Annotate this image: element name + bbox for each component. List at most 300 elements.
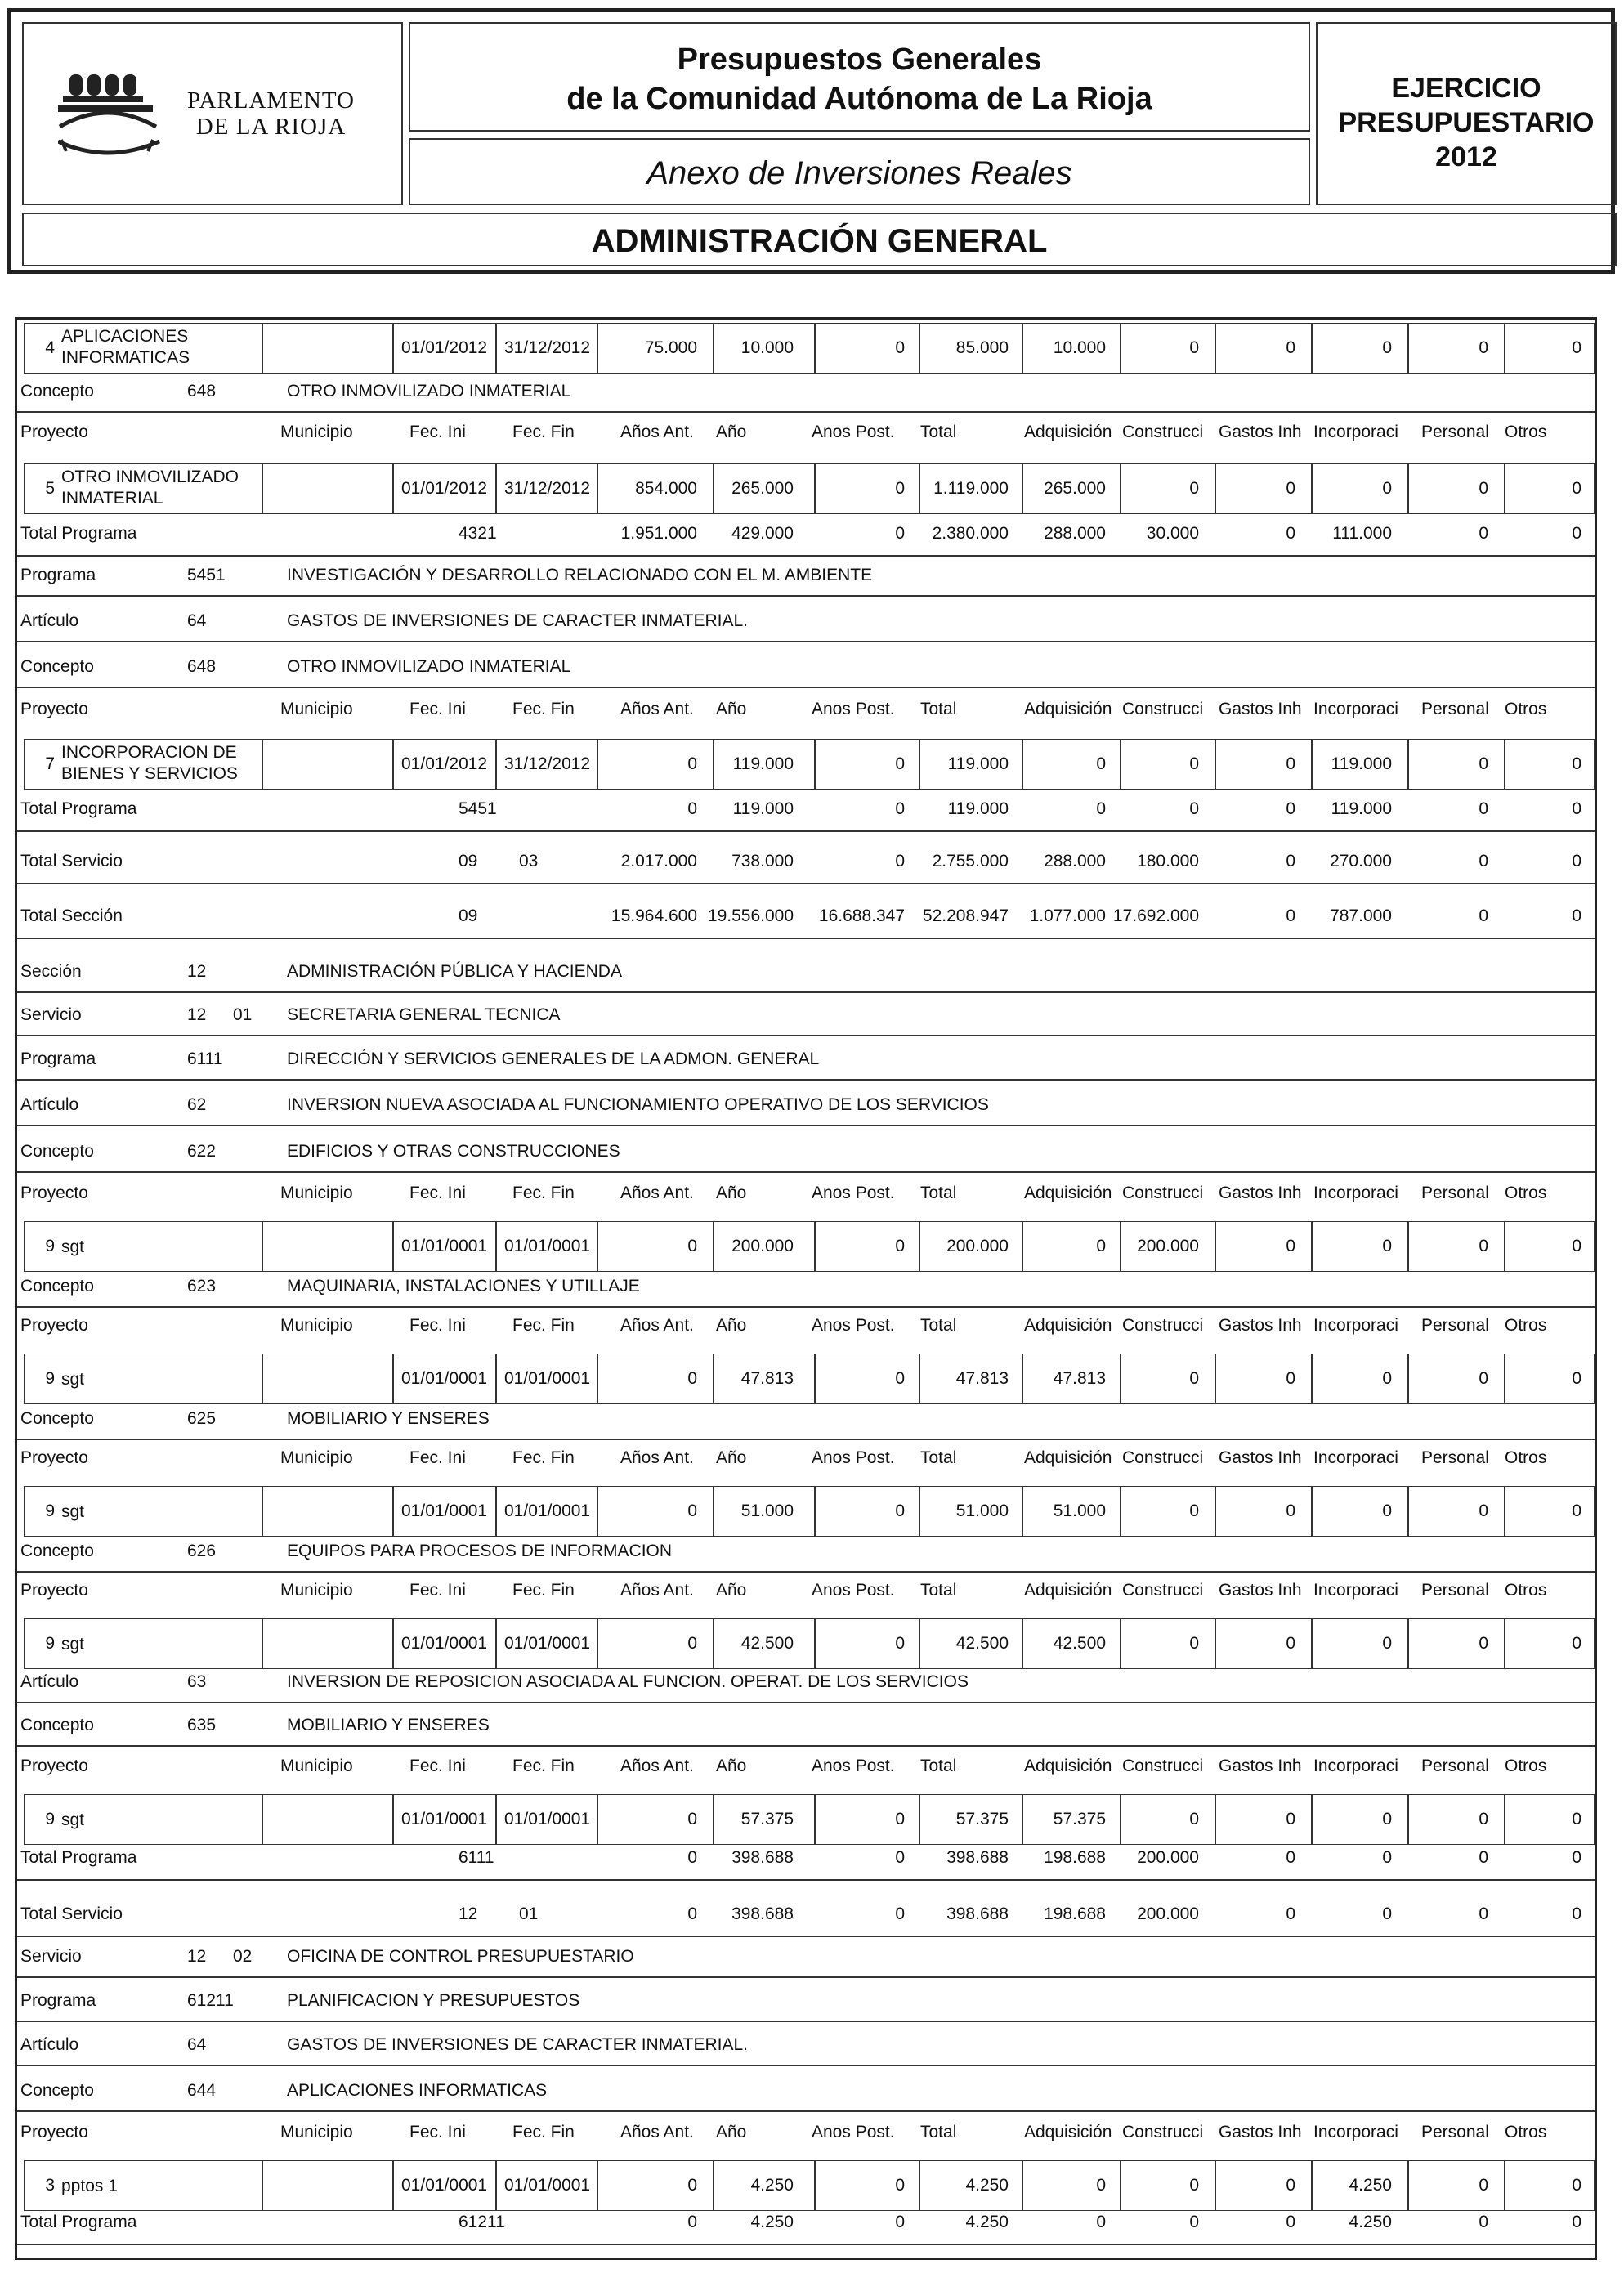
- column-header: Municipio: [280, 700, 353, 718]
- level-subcode: 02: [233, 1947, 253, 1966]
- table-cell: [1312, 1794, 1408, 1845]
- title-box: [409, 22, 1310, 132]
- row-divider: [17, 1035, 1595, 1036]
- amount-cell: 0: [895, 754, 905, 773]
- level-label: Sección: [20, 962, 82, 981]
- amount-cell: 10.000: [1053, 338, 1106, 357]
- row-divider: [17, 2021, 1595, 2022]
- column-header: Municipio: [280, 1316, 353, 1335]
- column-header: Fec. Fin: [512, 1184, 575, 1202]
- total-amount: 198.688: [1044, 1904, 1106, 1923]
- total-amount: 17.692.000: [1112, 906, 1199, 925]
- total-amount: 0: [1479, 2213, 1488, 2231]
- column-header: Proyecto: [20, 1757, 88, 1775]
- project-number: 9: [45, 1501, 55, 1520]
- total-amount: 30.000: [1146, 524, 1199, 543]
- level-description: GASTOS DE INVERSIONES DE CARACTER INMATERIAL.: [287, 611, 748, 630]
- level-label: Concepto: [20, 1542, 94, 1560]
- column-header: Personal: [1421, 1184, 1489, 1202]
- column-header: Construcci: [1122, 1184, 1204, 1202]
- table-cell: [1215, 2160, 1312, 2211]
- row-divider: [17, 595, 1595, 597]
- total-label: Total Programa: [20, 799, 137, 818]
- hierarchy-row: [17, 1135, 1595, 1168]
- year-line1: EJERCICIO: [1391, 73, 1541, 104]
- level-description: SECRETARIA GENERAL TECNICA: [287, 1005, 561, 1024]
- column-header: Construcci: [1122, 423, 1204, 441]
- column-header: Gastos Inh: [1219, 423, 1302, 441]
- level-label: Concepto: [20, 1277, 94, 1296]
- amount-cell: 0: [1572, 1501, 1581, 1520]
- parliament-line1: PARLAMENTO: [187, 87, 355, 114]
- total-code: 09: [459, 906, 478, 925]
- level-code: 626: [187, 1542, 217, 1560]
- project-row: [17, 1220, 1595, 1273]
- column-header: Gastos Inh: [1219, 1316, 1302, 1335]
- total-row: [17, 793, 1595, 826]
- column-header: Gastos Inh: [1219, 1184, 1302, 1202]
- total-amount: 52.208.947: [922, 906, 1009, 925]
- column-header: Gastos Inh: [1219, 2123, 1302, 2141]
- total-amount: 0: [1479, 906, 1488, 925]
- column-header: Fec. Fin: [512, 1581, 575, 1600]
- total-amount: 0: [687, 799, 697, 818]
- total-amount: 0: [895, 799, 905, 818]
- start-date: 01/01/0001: [401, 1501, 488, 1520]
- amount-cell: 0: [1096, 754, 1106, 773]
- table-cell: [1215, 1618, 1312, 1669]
- project-row: [17, 2159, 1595, 2213]
- project-row: [17, 1792, 1595, 1846]
- amount-cell: 4.250: [965, 2176, 1009, 2195]
- column-header: Fec. Ini: [409, 1757, 466, 1775]
- column-header: Construcci: [1122, 1757, 1204, 1775]
- table-cell: [262, 323, 393, 374]
- column-header: Total: [920, 1448, 957, 1467]
- total-amount: 4.250: [750, 2213, 794, 2231]
- table-cell: [1215, 1486, 1312, 1537]
- total-amount: 4.250: [1349, 2213, 1392, 2231]
- total-amount: 119.000: [947, 799, 1009, 818]
- level-description: OTRO INMOVILIZADO INMATERIAL: [287, 657, 571, 676]
- level-label: Artículo: [20, 611, 79, 630]
- total-code: 5451: [459, 799, 497, 818]
- level-code: 12: [187, 1947, 207, 1966]
- table-cell: [1215, 323, 1312, 374]
- amount-cell: 265.000: [731, 479, 794, 498]
- project-row: [17, 1617, 1595, 1671]
- column-header: Proyecto: [20, 423, 88, 441]
- total-amount: 288.000: [1044, 524, 1106, 543]
- column-header: Fec. Ini: [409, 700, 466, 718]
- column-header: Construcci: [1122, 1448, 1204, 1467]
- amount-cell: 0: [1479, 1810, 1488, 1828]
- column-header-row: [17, 414, 1595, 450]
- row-divider: [17, 687, 1595, 688]
- amount-cell: 0: [1189, 1810, 1199, 1828]
- table-cell: [1215, 1221, 1312, 1272]
- table-cell: [1022, 1221, 1121, 1272]
- amount-cell: 42.500: [740, 1634, 794, 1653]
- year-line3: 2012: [1435, 141, 1497, 172]
- amount-cell: 57.375: [1053, 1810, 1106, 1828]
- total-amount: 0: [1286, 1848, 1295, 1867]
- project-number: 9: [45, 1369, 55, 1388]
- level-description: GASTOS DE INVERSIONES DE CARACTER INMATERIAL.: [287, 2035, 748, 2054]
- amount-cell: 0: [1572, 479, 1581, 498]
- level-code: 61211: [187, 1991, 234, 2010]
- total-row: [17, 1842, 1595, 1874]
- amount-cell: 1.119.000: [933, 479, 1009, 498]
- total-amount: 0: [1286, 852, 1295, 870]
- column-header: Personal: [1421, 1316, 1489, 1335]
- amount-cell: 0: [1479, 754, 1488, 773]
- total-subcode: 01: [519, 1904, 539, 1923]
- amount-cell: 10.000: [740, 338, 794, 357]
- project-name: sgt: [61, 1370, 85, 1389]
- level-code: 623: [187, 1277, 217, 1296]
- table-cell: [1121, 1486, 1215, 1537]
- end-date: 01/01/0001: [504, 1810, 591, 1828]
- column-header: Otros: [1505, 2123, 1547, 2141]
- level-description: MOBILIARIO Y ENSERES: [287, 1716, 490, 1734]
- column-header: Otros: [1505, 700, 1547, 718]
- table-cell: [1121, 1794, 1215, 1845]
- column-header: Anos Post.: [812, 2123, 895, 2141]
- amount-cell: 51.000: [1053, 1501, 1106, 1520]
- column-header: Año: [716, 1757, 747, 1775]
- column-header: Adquisición: [1024, 1581, 1112, 1600]
- amount-cell: 47.813: [1053, 1369, 1106, 1388]
- column-header: Construcci: [1122, 2123, 1204, 2141]
- column-header: Anos Post.: [812, 1316, 895, 1335]
- total-amount: 270.000: [1330, 852, 1392, 870]
- amount-cell: 0: [1479, 1237, 1488, 1255]
- row-divider: [17, 938, 1595, 939]
- column-header: Otros: [1505, 1757, 1547, 1775]
- level-label: Programa: [20, 1991, 96, 2010]
- table-cell: [1408, 1486, 1505, 1537]
- column-header-row: [17, 1440, 1595, 1476]
- column-header: Total: [920, 1581, 957, 1600]
- amount-cell: 0: [1189, 479, 1199, 498]
- row-divider: [17, 1702, 1595, 1703]
- amount-cell: 57.375: [955, 1810, 1009, 1828]
- amount-cell: 0: [687, 1634, 697, 1653]
- amount-cell: 200.000: [731, 1237, 794, 1255]
- total-label: Total Programa: [20, 524, 137, 543]
- amount-cell: 0: [1286, 1634, 1295, 1653]
- column-header: Construcci: [1122, 1581, 1204, 1600]
- table-cell: [262, 1486, 393, 1537]
- amount-cell: 0: [687, 1501, 697, 1520]
- amount-cell: 0: [1479, 1501, 1488, 1520]
- total-amount: 0: [1572, 852, 1581, 870]
- table-cell: [1312, 1354, 1408, 1404]
- level-label: Programa: [20, 566, 96, 584]
- column-header: Años Ant.: [620, 1581, 694, 1600]
- amount-cell: 0: [1096, 2176, 1106, 2195]
- table-cell: [1121, 1354, 1215, 1404]
- amount-cell: 0: [1189, 754, 1199, 773]
- column-header: Personal: [1421, 1448, 1489, 1467]
- amount-cell: 0: [687, 754, 697, 773]
- column-header: Fec. Ini: [409, 1316, 466, 1335]
- column-header-row: [17, 1573, 1595, 1609]
- total-amount: 0: [1479, 1848, 1488, 1867]
- amount-cell: 0: [687, 1810, 697, 1828]
- column-header: Anos Post.: [812, 1448, 895, 1467]
- total-amount: 15.964.600: [611, 906, 697, 925]
- total-amount: 0: [895, 524, 905, 543]
- column-header: Otros: [1505, 1184, 1547, 1202]
- amount-cell: 0: [895, 479, 905, 498]
- investment-table: [15, 317, 1597, 2260]
- total-row: [17, 1898, 1595, 1931]
- project-name: APLICACIONES INFORMATICAS: [61, 327, 190, 367]
- project-row: [17, 1484, 1595, 1538]
- table-cell: [1022, 739, 1121, 790]
- amount-cell: 0: [895, 2176, 905, 2195]
- level-description: MAQUINARIA, INSTALACIONES Y UTILLAJE: [287, 1277, 640, 1296]
- column-header: Proyecto: [20, 700, 88, 718]
- column-header: Incorporaci: [1313, 2123, 1398, 2141]
- table-cell: [1408, 2160, 1505, 2211]
- total-amount: 119.000: [732, 799, 794, 818]
- amount-cell: 0: [1286, 1810, 1295, 1828]
- project-number: 5: [45, 479, 55, 498]
- level-code: 635: [187, 1716, 217, 1734]
- hierarchy-row: [17, 605, 1595, 638]
- level-code: 12: [187, 1005, 207, 1024]
- column-header: Fec. Fin: [512, 700, 575, 718]
- column-header: Total: [920, 700, 957, 718]
- column-header: Años Ant.: [620, 700, 694, 718]
- column-header: Total: [920, 1184, 957, 1202]
- hierarchy-row: [17, 1940, 1595, 1973]
- level-label: Concepto: [20, 657, 94, 676]
- column-header: Año: [716, 1184, 747, 1202]
- column-header: Anos Post.: [812, 423, 895, 441]
- column-header: Años Ant.: [620, 2123, 694, 2141]
- total-row: [17, 517, 1595, 550]
- end-date: 31/12/2012: [504, 754, 591, 773]
- total-amount: 738.000: [731, 852, 794, 870]
- row-divider: [17, 2244, 1595, 2245]
- amount-cell: 0: [687, 1237, 697, 1255]
- table-cell: [1408, 1618, 1505, 1669]
- row-divider: [17, 1745, 1595, 1747]
- level-label: Programa: [20, 1049, 96, 1068]
- column-header: Construcci: [1122, 1316, 1204, 1335]
- column-header: Municipio: [280, 1757, 353, 1775]
- total-amount: 19.556.000: [707, 906, 794, 925]
- total-amount: 0: [1572, 1848, 1581, 1867]
- parliament-logo-icon: [58, 66, 181, 164]
- column-header: Año: [716, 700, 747, 718]
- level-description: MOBILIARIO Y ENSERES: [287, 1409, 490, 1428]
- column-header: Municipio: [280, 1184, 353, 1202]
- level-code: 625: [187, 1409, 217, 1428]
- level-label: Artículo: [20, 1095, 79, 1114]
- total-row: [17, 900, 1595, 933]
- column-header: Fec. Ini: [409, 2123, 466, 2141]
- row-divider: [17, 883, 1595, 884]
- column-header: Gastos Inh: [1219, 1448, 1302, 1467]
- total-amount: 398.688: [731, 1904, 794, 1923]
- section-title: ADMINISTRACIÓN GENERAL: [22, 213, 1617, 266]
- hierarchy-row: [17, 375, 1595, 408]
- column-header: Municipio: [280, 1581, 353, 1600]
- total-label: Total Servicio: [20, 1904, 123, 1923]
- hierarchy-row: [17, 2029, 1595, 2061]
- amount-cell: 0: [1572, 1369, 1581, 1388]
- project-name: sgt: [61, 1502, 85, 1521]
- column-header: Año: [716, 1581, 747, 1600]
- title-line1: Presupuestos Generales: [677, 43, 1042, 77]
- project-name: sgt: [61, 1810, 85, 1829]
- total-amount: 0: [1572, 2213, 1581, 2231]
- table-cell: [1121, 739, 1215, 790]
- amount-cell: 0: [687, 2176, 697, 2195]
- hierarchy-row: [17, 1666, 1595, 1698]
- amount-cell: 0: [1286, 1501, 1295, 1520]
- row-divider: [17, 830, 1595, 832]
- total-amount: 16.688.347: [818, 906, 905, 925]
- column-header: Fec. Fin: [512, 1316, 575, 1335]
- amount-cell: 0: [1382, 1237, 1392, 1255]
- total-label: Total Programa: [20, 1848, 137, 1867]
- end-date: 01/01/0001: [504, 1369, 591, 1388]
- project-number: 3: [45, 2176, 55, 2195]
- total-amount: 429.000: [731, 524, 794, 543]
- total-amount: 0: [687, 1904, 697, 1923]
- column-header: Año: [716, 1316, 747, 1335]
- amount-cell: 265.000: [1044, 479, 1106, 498]
- column-header: Adquisición: [1024, 1316, 1112, 1335]
- column-header-row: [17, 691, 1595, 727]
- column-header: Personal: [1421, 1757, 1489, 1775]
- row-divider: [17, 2065, 1595, 2066]
- column-header: Incorporaci: [1313, 1184, 1398, 1202]
- column-header: Proyecto: [20, 1448, 88, 1467]
- start-date: 01/01/0001: [401, 1810, 488, 1828]
- end-date: 01/01/0001: [504, 1634, 591, 1653]
- table-cell: [262, 1221, 393, 1272]
- page-header: [7, 8, 1615, 274]
- total-amount: 398.688: [946, 1848, 1009, 1867]
- column-header: Adquisición: [1024, 1448, 1112, 1467]
- start-date: 01/01/2012: [401, 754, 488, 773]
- column-header: Municipio: [280, 423, 353, 441]
- amount-cell: 0: [1286, 754, 1295, 773]
- amount-cell: 200.000: [946, 1237, 1009, 1255]
- table-cell: [1312, 463, 1408, 514]
- total-amount: 198.688: [1044, 1848, 1106, 1867]
- amount-cell: 0: [1382, 1369, 1392, 1388]
- total-amount: 0: [1286, 799, 1295, 818]
- parliament-name: [187, 87, 355, 140]
- column-header: Incorporaci: [1313, 700, 1398, 718]
- amount-cell: 42.500: [955, 1634, 1009, 1653]
- total-row: [17, 2206, 1595, 2239]
- hierarchy-row: [17, 999, 1595, 1032]
- level-label: Concepto: [20, 1716, 94, 1734]
- amount-cell: 0: [1286, 2176, 1295, 2195]
- level-code: 622: [187, 1142, 217, 1161]
- start-date: 01/01/0001: [401, 2176, 488, 2195]
- total-amount: 0: [1286, 2213, 1295, 2231]
- project-number: 9: [45, 1634, 55, 1653]
- table-cell: [262, 739, 393, 790]
- level-description: APLICACIONES INFORMATICAS: [287, 2081, 548, 2100]
- level-code: 5451: [187, 566, 226, 584]
- level-label: Artículo: [20, 2035, 79, 2054]
- column-header: Años Ant.: [620, 1448, 694, 1467]
- row-divider: [17, 1879, 1595, 1881]
- column-header: Fec. Ini: [409, 1448, 466, 1467]
- table-cell: [262, 1618, 393, 1669]
- row-divider: [17, 1171, 1595, 1173]
- column-header: Fec. Ini: [409, 423, 466, 441]
- column-header: Anos Post.: [812, 1757, 895, 1775]
- total-amount: 0: [687, 1848, 697, 1867]
- start-date: 01/01/0001: [401, 1369, 488, 1388]
- amount-cell: 0: [895, 338, 905, 357]
- amount-cell: 0: [1572, 754, 1581, 773]
- total-label: Total Sección: [20, 906, 123, 925]
- project-name: sgt: [61, 1635, 85, 1654]
- table-cell: [1121, 323, 1215, 374]
- table-cell: [1408, 1221, 1505, 1272]
- total-amount: 0: [1189, 2213, 1199, 2231]
- amount-cell: 85.000: [955, 338, 1009, 357]
- project-row: [17, 1352, 1595, 1406]
- level-subcode: 01: [233, 1005, 253, 1024]
- total-amount: 0: [1479, 799, 1488, 818]
- hierarchy-row: [17, 651, 1595, 683]
- total-amount: 2.380.000: [932, 524, 1009, 543]
- amount-cell: 0: [1572, 2176, 1581, 2195]
- column-header: Personal: [1421, 700, 1489, 718]
- column-header: Incorporaci: [1313, 1757, 1398, 1775]
- total-amount: 0: [1572, 524, 1581, 543]
- total-amount: 0: [1096, 799, 1106, 818]
- amount-cell: 0: [1572, 1810, 1581, 1828]
- amount-cell: 0: [1189, 338, 1199, 357]
- total-amount: 1.951.000: [620, 524, 697, 543]
- level-description: INVERSION DE REPOSICION ASOCIADA AL FUNCION. OPERAT. DE LOS SERVICIOS: [287, 1672, 969, 1691]
- total-amount: 200.000: [1137, 1904, 1199, 1923]
- total-code: 12: [459, 1904, 478, 1923]
- year-line2: PRESUPUESTARIO: [1338, 107, 1595, 138]
- hierarchy-row: [17, 1535, 1595, 1568]
- project-row: [17, 462, 1595, 516]
- column-header: Años Ant.: [620, 1757, 694, 1775]
- total-amount: 0: [1382, 1848, 1392, 1867]
- column-header-row: [17, 1308, 1595, 1344]
- column-header: Personal: [1421, 2123, 1489, 2141]
- column-header: Anos Post.: [812, 1581, 895, 1600]
- column-header: Gastos Inh: [1219, 700, 1302, 718]
- amount-cell: 0: [1382, 338, 1392, 357]
- level-label: Concepto: [20, 1142, 94, 1161]
- amount-cell: 0: [895, 1810, 905, 1828]
- column-header: Fec. Ini: [409, 1581, 466, 1600]
- hierarchy-row: [17, 955, 1595, 988]
- total-amount: 180.000: [1137, 852, 1199, 870]
- hierarchy-row: [17, 2074, 1595, 2107]
